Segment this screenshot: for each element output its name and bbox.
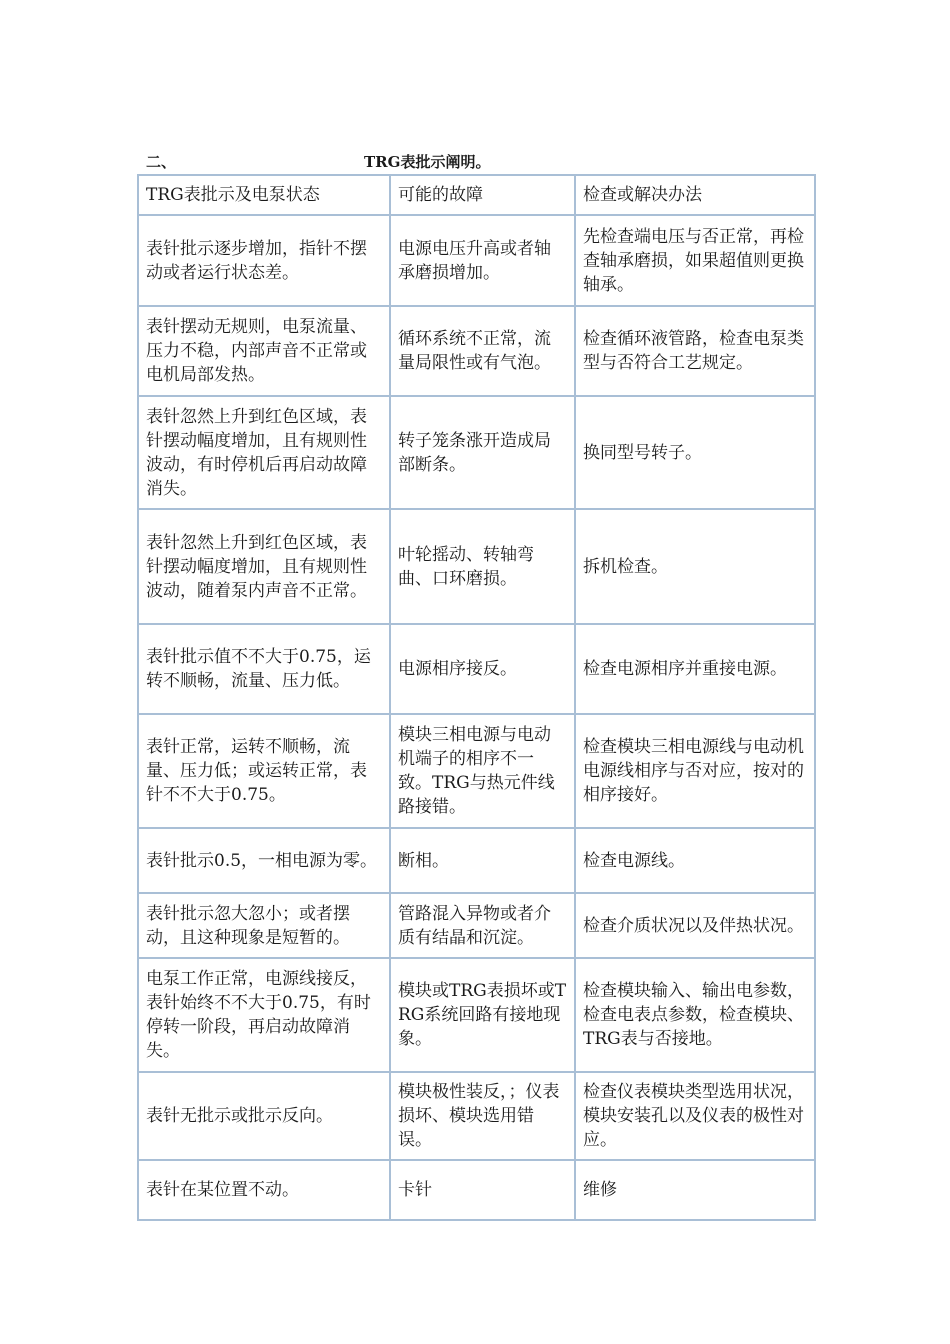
table-row bbox=[138, 958, 815, 1072]
section-title: TRG表批示阐明。 bbox=[364, 153, 491, 171]
table-cell: 模块极性装反，；仪表损坏、模块选用错误。 bbox=[390, 1072, 575, 1160]
table-cell: 拆机检查。 bbox=[575, 509, 815, 624]
header-cell: TRG表批示及电泵状态 bbox=[138, 175, 390, 215]
table-cell: 表针批示值不不大于0.75，运转不顺畅，流量、压力低。 bbox=[138, 624, 390, 714]
table-row bbox=[138, 624, 815, 714]
header-cell: 可能的故障 bbox=[390, 175, 575, 215]
table-cell: 表针在某位置不动。 bbox=[138, 1160, 390, 1220]
table-cell: 模块或TRG表损坏或TRG系统回路有接地现象。 bbox=[390, 958, 575, 1072]
table-cell: 检查循环液管路，检查电泵类型与否符合工艺规定。 bbox=[575, 306, 815, 396]
table-cell: 卡针 bbox=[390, 1160, 575, 1220]
table-cell: 检查电源相序并重接电源。 bbox=[575, 624, 815, 714]
table-cell: 表针批示逐步增加，指针不摆动或者运行状态差。 bbox=[138, 215, 390, 306]
table-row bbox=[138, 1160, 815, 1220]
section-number: 二、 bbox=[146, 153, 177, 171]
table-cell: 检查模块输入、输出电参数，检查电表点参数，检查模块、TRG表与否接地。 bbox=[575, 958, 815, 1072]
table-cell: 转子笼条涨开造成局部断条。 bbox=[390, 396, 575, 509]
table-row bbox=[138, 1072, 815, 1160]
table-cell: 循环系统不正常，流量局限性或有气泡。 bbox=[390, 306, 575, 396]
table-cell: 电源相序接反。 bbox=[390, 624, 575, 714]
fault-table bbox=[137, 174, 816, 1221]
table-cell: 先检查端电压与否正常，再检查轴承磨损，如果超值则更换轴承。 bbox=[575, 215, 815, 306]
section-heading bbox=[146, 150, 806, 174]
table-cell: 换同型号转子。 bbox=[575, 396, 815, 509]
table-cell: 管路混入异物或者介质有结晶和沉淀。 bbox=[390, 893, 575, 958]
table-cell: 检查模块三相电源线与电动机电源线相序与否对应，按对的相序接好。 bbox=[575, 714, 815, 828]
header-cell: 检查或解决办法 bbox=[575, 175, 815, 215]
table-row bbox=[138, 509, 815, 624]
table-cell: 断相。 bbox=[390, 828, 575, 893]
table-cell: 检查电源线。 bbox=[575, 828, 815, 893]
table-cell: 叶轮摇动、转轴弯曲、口环磨损。 bbox=[390, 509, 575, 624]
table-cell: 表针无批示或批示反向。 bbox=[138, 1072, 390, 1160]
table-cell: 检查仪表模块类型选用状况，模块安装孔以及仪表的极性对应。 bbox=[575, 1072, 815, 1160]
table-row bbox=[138, 893, 815, 958]
table-cell: 表针批示忽大忽小；或者摆动，且这种现象是短暂的。 bbox=[138, 893, 390, 958]
table-row bbox=[138, 306, 815, 396]
table-cell: 表针正常，运转不顺畅，流量、压力低；或运转正常，表针不不大于0.75。 bbox=[138, 714, 390, 828]
table-row bbox=[138, 215, 815, 306]
table-cell: 电源电压升高或者轴承磨损增加。 bbox=[390, 215, 575, 306]
table-header-row bbox=[138, 175, 815, 215]
table-cell: 电泵工作正常，电源线接反，表针始终不不大于0.75，有时停转一阶段，再启动故障消失。 bbox=[138, 958, 390, 1072]
table-cell: 维修 bbox=[575, 1160, 815, 1220]
table-cell: 表针摆动无规则，电泵流量、压力不稳，内部声音不正常或电机局部发热。 bbox=[138, 306, 390, 396]
table-row bbox=[138, 828, 815, 893]
table-row bbox=[138, 714, 815, 828]
table-cell: 表针忽然上升到红色区域，表针摆动幅度增加，且有规则性波动，随着泵内声音不正常。 bbox=[138, 509, 390, 624]
table-cell: 模块三相电源与电动机端子的相序不一致。TRG与热元件线路接错。 bbox=[390, 714, 575, 828]
table-row bbox=[138, 396, 815, 509]
table-cell: 检查介质状况以及伴热状况。 bbox=[575, 893, 815, 958]
table-cell: 表针批示0.5，一相电源为零。 bbox=[138, 828, 390, 893]
table-cell: 表针忽然上升到红色区域，表针摆动幅度增加，且有规则性波动，有时停机后再启动故障消失。 bbox=[138, 396, 390, 509]
